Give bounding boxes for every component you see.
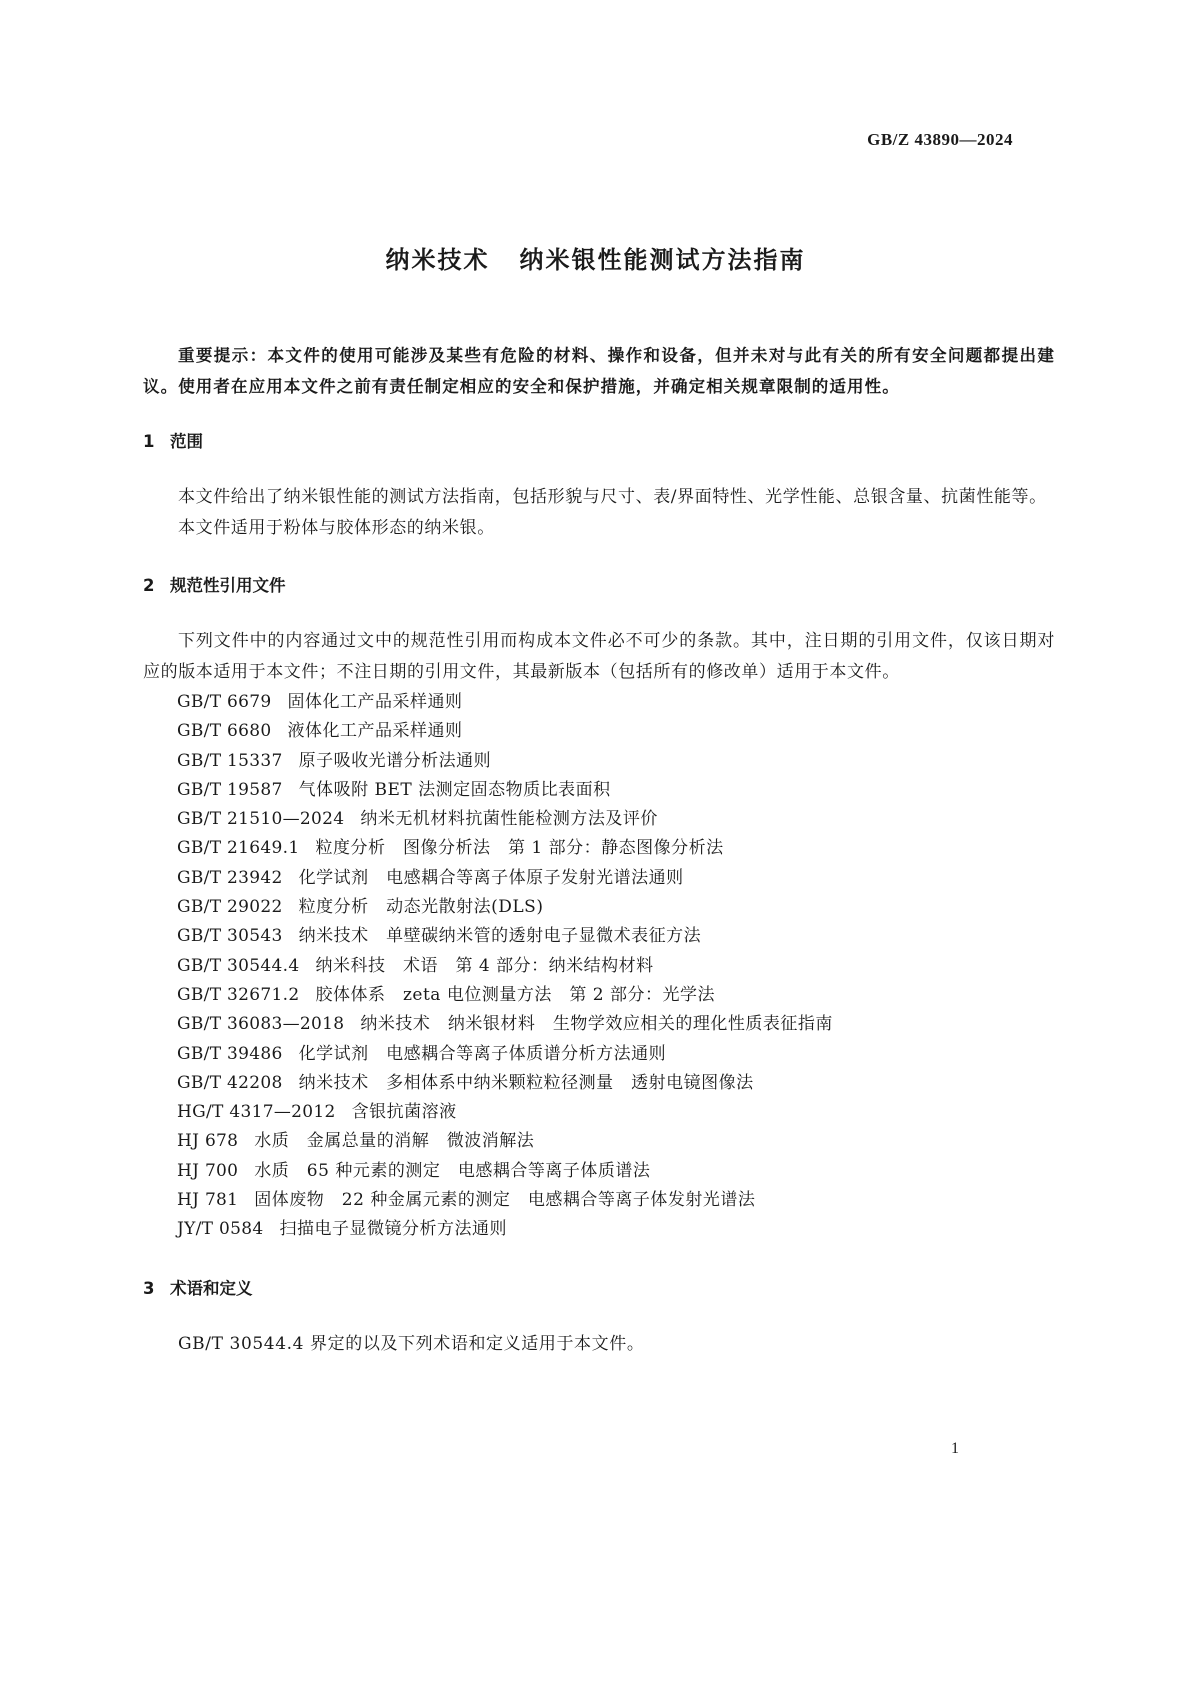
reference-item [177,776,1055,805]
reference-title: 粒度分析 动态光散射法(DLS) [298,897,544,918]
reference-title: 固体化工产品采样通则 [287,692,463,712]
section-number: 1 [143,432,155,451]
safety-notice: 重要提示：本文件的使用可能涉及某些有危险的材料、操作和设备，但并未对与此有关的所有安全问题都提出建议。使用者在应用本文件之前有责任制定相应的安全和保护措施，并确定相关规章限制的适用性。 [143,346,1055,396]
reference-item [177,1127,1055,1156]
reference-title: 纳米技术 多相体系中纳米颗粒粒径测量 透射电镜图像法 [298,1072,754,1093]
reference-title: 液体化工产品采样通则 [287,721,463,742]
reference-item [177,717,1055,746]
document-body [143,340,1055,1360]
reference-code: GB/T 36083—2018 [177,1014,345,1035]
reference-code: GB/T 42208 [177,1072,283,1093]
reference-title: 纳米无机材料抗菌性能检测方法及评价 [360,809,658,830]
title-part-1: 纳米技术 [385,246,490,274]
reference-title: 化学试剂 电感耦合等离子体原子发射光谱法通则 [298,867,684,888]
reference-item [177,1098,1055,1127]
reference-item [177,1040,1055,1069]
standard-number: GB/Z 43890—2024 [867,130,1013,149]
reference-item [177,1069,1055,1098]
reference-title: 胶体体系 zeta 电位测量方法 第 2 部分：光学法 [315,984,715,1005]
reference-item [177,688,1055,717]
reference-item [177,1010,1055,1039]
reference-code: GB/T 23942 [177,867,283,888]
reference-code: GB/T 32671.2 [177,984,300,1005]
reference-item [177,805,1055,834]
reference-title: 水质 金属总量的消解 微波消解法 [254,1131,535,1152]
reference-code: GB/T 6679 [177,692,272,712]
page-number: 1 [951,1440,959,1457]
reference-title: 扫描电子显微镜分析方法通则 [279,1219,507,1240]
reference-code: GB/T 15337 [177,750,283,771]
section-heading-terms [143,1277,1055,1301]
reference-title: 纳米技术 纳米银材料 生物学效应相关的理化性质表征指南 [360,1014,833,1035]
reference-code: HJ 700 [177,1160,239,1181]
reference-code: GB/T 6680 [177,721,272,742]
reference-code: HJ 678 [177,1131,239,1152]
reference-code: GB/T 39486 [177,1043,283,1064]
reference-item [177,864,1055,893]
section-number: 2 [143,576,155,595]
reference-code: JY/T 0584 [177,1219,264,1240]
reference-title: 含银抗菌溶液 [351,1102,457,1123]
reference-title: 固体废物 22 种金属元素的测定 电感耦合等离子体发射光谱法 [254,1190,756,1211]
title-part-2: 纳米银性能测试方法指南 [519,246,806,274]
reference-item [177,922,1055,951]
reference-code: GB/T 21649.1 [177,838,300,859]
reference-item [177,747,1055,776]
scope-paragraph: 本文件适用于粉体与胶体形态的纳米银。 [178,518,495,538]
reference-title: 纳米技术 单壁碳纳米管的透射电子显微术表征方法 [298,926,702,947]
section-number: 3 [143,1278,155,1298]
reference-title: 纳米科技 术语 第 4 部分：纳米结构材料 [315,955,654,976]
reference-item [177,1215,1055,1244]
reference-code: GB/T 21510—2024 [177,809,345,830]
reference-code: GB/T 30544.4 [177,955,300,976]
terms-intro: GB/T 30544.4 界定的以及下列术语和定义适用于本文件。 [178,1333,645,1354]
reference-item [177,952,1055,981]
scope-paragraph: 本文件给出了纳米银性能的测试方法指南，包括形貌与尺寸、表/界面特性、光学性能、总银含量、抗菌性能等。 [178,487,1047,507]
reference-item [177,1186,1055,1215]
reference-title: 水质 65 种元素的测定 电感耦合等离子体质谱法 [254,1160,651,1181]
reference-item [177,1157,1055,1186]
document-title [0,240,1191,275]
reference-title: 原子吸收光谱分析法通则 [298,750,492,771]
reference-title: 化学试剂 电感耦合等离子体质谱分析方法通则 [298,1043,667,1064]
reference-title: 气体吸附 BET 法测定固态物质比表面积 [298,779,611,800]
reference-code: HG/T 4317—2012 [177,1102,336,1123]
section-title: 规范性引用文件 [170,576,286,595]
section-title: 术语和定义 [170,1278,253,1298]
reference-code: HJ 781 [177,1190,239,1211]
section-heading-normative-references [143,574,1055,598]
reference-item [177,893,1055,922]
reference-title: 粒度分析 图像分析法 第 1 部分：静态图像分析法 [315,838,724,859]
section-title: 范围 [170,432,203,451]
references-intro: 下列文件中的内容通过文中的规范性引用而构成本文件必不可少的条款。其中，注日期的引用文件，仅该日期对应的版本适用于本文件；不注日期的引用文件，其最新版本（包括所有的修改单）适用于本文件。 [143,631,1055,682]
reference-code: GB/T 29022 [177,897,283,918]
reference-item [177,834,1055,863]
reference-item [177,981,1055,1010]
reference-list [143,688,1055,1245]
reference-code: GB/T 30543 [177,926,283,947]
reference-code: GB/T 19587 [177,779,283,800]
section-heading-scope [143,430,1055,454]
